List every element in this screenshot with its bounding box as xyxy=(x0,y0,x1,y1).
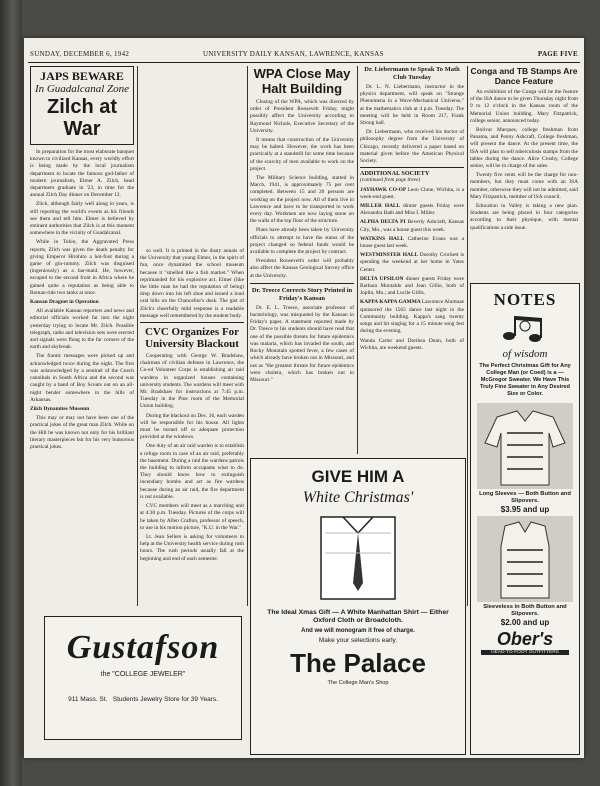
society-item xyxy=(360,252,464,274)
society-item-name: JAYHAWK CO-OP xyxy=(360,186,408,193)
cvc-headline: CVC Organizes For University Blackout xyxy=(144,326,240,351)
palace-headline: GIVE HIM A xyxy=(311,467,405,486)
column-rule xyxy=(467,66,468,606)
palace-monogram: And we will monogram it free of charge. xyxy=(301,628,415,634)
wpa-paragraph: President Roosevelt's order will probably also affect the Kansas Geological Survey office at the University. xyxy=(250,258,354,279)
notes-item2: Sleeveless in Both Button and Slipovers. xyxy=(483,604,567,617)
palace-product: The Ideal Xmas Gift — A White Manhattan Shirt — Either Oxford Cloth or Broadcloth. xyxy=(267,609,449,624)
wpa-paragraph: It means that construction of the University may be halted. However, the work has been practically at a standstill for some time because of the scarcity of men available to work on the project. xyxy=(250,137,354,172)
treece-headline: Dr. Treece Corrects Story Printed in Friday's Kansan xyxy=(251,286,353,302)
palace-ad xyxy=(250,458,466,755)
masthead xyxy=(28,50,580,63)
conga-paragraph: An exhibition of the Conga will be the feature of the ISA dance to be given Thursday night from 9 to 12 o'clock in the Kansas room of the Memorial Union building. Mary Fitzpatrick, college senior, announced today. xyxy=(470,89,578,124)
society-item xyxy=(360,299,464,335)
zilch-subhead: In Guadalcanal Zone xyxy=(34,83,130,95)
society-item-text: Beverly Ashcraft, Kansas City, Mo., was a house guest this week. xyxy=(360,219,464,233)
zilch-kicker: JAPS BEWARE xyxy=(40,69,124,83)
conga-article xyxy=(470,66,578,316)
zilch-paragraph: All available Kansan reporters and news and editorial officials worked far into the night yesterday trying to locate Mr. Zilch. Possible telegraph, radio and television sets were erected and signals were flung to the far corners of the earth and skybreak. xyxy=(30,308,134,351)
society-item-name: WATKINS HALL xyxy=(360,235,408,242)
sleeveless-sweater-image xyxy=(477,516,573,602)
palace-logo: The Palace xyxy=(290,648,426,678)
zilch-subheading: Zilch Dynamites Museum xyxy=(30,405,90,412)
conga-paragraph: Twenty five cents will be the charge for non-members, but they must come with an ISA member, otherwise they will not be admitted, said Mary Fitzpatrick, member of ISA council. xyxy=(470,172,578,200)
newspaper-page xyxy=(24,38,584,758)
society-item-name: MILLER HALL xyxy=(360,203,403,210)
zilch-paragraph: In preparation for the most elaborate banquet known to civilized Kansas, every worldly effort is being made by the local journalism department to locate the famous god-father of modern journalism, Elmer A. Zilch, head department graduate in '23, in time for the annual Zilch Day dinner on December 12. xyxy=(30,149,134,199)
cvc-paragraph: Cooperating with George W. Bradshaw, chairman of civilian defense in Lawrence, the Co-ed Volunteer Corps is establishing air raid wardens in organized houses containing university students. The wardens will meet with Mr. Bradshaw for instructions at 7:45 p.m. Tuesday in the Pine room of the Memorial Union building. xyxy=(140,353,244,410)
society-item xyxy=(360,187,464,201)
music-notes-icon xyxy=(495,312,555,346)
palace-script: White Christmas' xyxy=(302,489,414,506)
gustafson-tagline: the "COLLEGE JEWELER" xyxy=(100,671,186,678)
society-item-name: DELTA UPSILON xyxy=(360,275,406,282)
society-item xyxy=(360,236,464,250)
society-continued: (continued from page three) xyxy=(360,177,421,184)
cvc-paragraph: Lt. Jean Sellers is asking for volunteers to help at the University health service during rush hours. The rush periods usually fall at the beginning and end of each semester. xyxy=(140,533,244,562)
society-column xyxy=(360,66,464,454)
society-item xyxy=(360,276,464,298)
society-item-name: ALPHA DELTA PI xyxy=(360,219,408,226)
society-item-text: Wanda Carter and Doribea Dunn, both of Wichita, are weekend guests. xyxy=(360,337,464,351)
zilch-paragraph: The frantic messages were picked up and acknowledged twice during the night. The first was acknowledged by a sentinel of the Coech cannibals in South Africa and the second was caught by a band of Boy Scouts out on an all-night bender somewhere in the hills of Arkansas. xyxy=(30,353,134,403)
sweater-image xyxy=(477,403,573,489)
gustafson-address: 911 Mass. St. xyxy=(68,696,108,703)
obers-ad xyxy=(470,283,580,755)
gustafson-line: Students Jewelry Store for 39 Years. xyxy=(112,696,218,703)
obers-subtitle: HEAD-TO-FOOT OUTFITTERS xyxy=(481,650,569,655)
masthead-page: PAGE FIVE xyxy=(537,50,578,58)
treece-paragraph: Dr. E. L. Treece, associate professor of bacteriology, was misquoted by the Kansan in Friday's paper. A statement reported made by Dr. Treece to his students should have read that one of the possible threats for future epidemics was malaria, which has invaded the south, and Rocky Mountain spotted fever, a few cases of which already have broken out in Missouri, and not as "the greatest threats for future epidemics were cholera, which has broken out in Missouri." xyxy=(250,304,354,383)
society-item-text: dinner guests Friday were Barbara Montaldo and Jean Gillie, both of Joplin, Mo.; and Lucile Gillis. xyxy=(360,275,464,297)
wpa-paragraph: The Military Science building, started in March, 1941, is approximately 75 per cent completed. Between 15 and 20 persons are working on the project now. All of them live in Lawrence and have to be transported to work every day. Workmen are now laying stone on the walls of the top floor of the structure. xyxy=(250,175,354,225)
society-list xyxy=(360,187,464,352)
society-item-text: dinner guests Friday were Alexandra Bath and Miss I. Miller. xyxy=(360,203,464,217)
obers-logo: Ober's xyxy=(496,629,554,649)
masthead-date: SUNDAY, DECEMBER 6, 1942 xyxy=(30,50,130,58)
liebermann-headline: Dr. Liebermann to Speak To Math Club Tuesday xyxy=(364,66,460,81)
palace-cta: Make your selections early. xyxy=(318,637,398,644)
zilch-paragraph: Zilch, although fairly well along in years, is still reporting the world's events as his friends see them and tell him. Elmer is believed by eminent authorities that Zilch is at this moment somewhere in the vicinity of Guadalcanal. xyxy=(30,201,134,237)
notes-body: The Perfect Christmas Gift for Any College Man (or Coed) is a — McGregor Sweater. We Have This Truly Fine Sweater in Any Desired Size or Color. xyxy=(479,363,571,397)
notes-title: NOTES xyxy=(493,290,557,309)
cvc-paragraph: CVC members will meet as a marching unit at 4:30 p.m. Tuesday. Pictures of the corps will be taken by Allen Crafton, professor of speech, to use in his motion picture, "K.U. in the War." xyxy=(140,503,244,531)
column-rule xyxy=(247,66,248,606)
society-item-name: KAPPA KAPPA GAMMA xyxy=(360,299,422,306)
zilch-paragraph: While in Tokio, the Aggravated Press reports, Zilch was given the death penalty for giving Emperor Hirohito a hot-foot during a game of gin-rummy. Zilch was disguised (ingeniously) as a bar-maid. He, however, escaped to the second front in Africa where he gained quite a reputation as being able to Roman-ride two tanks at once. xyxy=(30,239,134,296)
binder-edge xyxy=(0,0,22,786)
palace-slogan: The College Man's Shop xyxy=(327,680,389,686)
notes-subtitle: of wisdom xyxy=(502,348,548,360)
liebermann-paragraph: Dr. L. N. Liebermann, instructor in the physics department, will speak on "Strange Phenomena in a Wave-Mechanical Universe," at the mathematics club at 4 p.m. Tuesday. The meeting will be held in Room 217, Frank Strong hall. xyxy=(360,84,464,127)
gustafson-ad xyxy=(44,616,242,740)
zilch-article xyxy=(30,66,134,606)
notes-price2: $2.00 and up xyxy=(500,618,550,627)
cvc-paragraph: During the blackout on Dec. 16, each warden will be responsible for his house. All lights must be turned off or adequate protection provided at the windows. xyxy=(140,412,244,441)
wpa-paragraph: Closing of the WPA, which was directed by order of President Roosevelt Friday, might possibly affect the University according to Raymond Nichols, Executive Secretary of the University. xyxy=(250,99,354,134)
society-item-name: WESTMINSTER HALL xyxy=(360,252,420,259)
conga-headline: Conga and TB Stamps Are Dance Feature xyxy=(470,66,578,86)
conga-paragraph: Education in Valley is taking a new plan. Students are being placed in four categories according to their physique, with mental qualifications a side issue. xyxy=(470,203,578,231)
society-item xyxy=(360,203,464,217)
society-item xyxy=(360,219,464,233)
wpa-article xyxy=(250,66,354,454)
conga-paragraph: Bolivar Marques, college freshman from Panama, and Penny Ashcraft, College freshman, will present the dance. At the present time, the ISA will plan to sell tuberculosis stamps from the tables during the dance. Alice Crosby, College senior, will be in charge of the sales. xyxy=(470,127,578,170)
shirt-image xyxy=(313,513,403,603)
notes-price1: $3.95 and up xyxy=(500,505,550,514)
society-item-text: Leon Clune, Wichita, is a week-end guest. xyxy=(360,186,464,200)
cvc-paragraph: One duty of an air raid warden is to establish a refuge room in case of an air raid, preferably the basement. During a raid the wardens patrols the building to inform occupants what to do. They should know how to extinguish incendiary bombs and act as fire wardens because during an air raid, the fire department is not available. xyxy=(140,443,244,500)
zilch-continued: so well. It is printed in the dusty annals of the University that young Elmer, in the spirit of fun, once dynamited the school museum because it "smelled like a fish market." When reprimanded for his explosive act, Elmer (like the little man he had the reputation of being) drop down into his left shoe and issued a loud oral bills on the Chancellor's desk. The gist of Zilch's cheerfully mild response is a readable message well remembered by the student body. xyxy=(140,248,244,319)
column-rule xyxy=(357,66,358,454)
society-item xyxy=(360,338,464,352)
society-item-text: Catherine Evans was a house guest last week. xyxy=(360,235,464,250)
liebermann-paragraph: Dr. Liebermann, who received his doctor of philosophy degree from the University of Chicago, recently delivered a paper based on material given before the American Physical Society. xyxy=(360,129,464,165)
zilch-paragraph: This may or may not have been one of the practical jokes of the great man Zilch. While on the Hill he was known not only for his brilliant literary masterpieces but for his very humorous practical jokes. xyxy=(30,415,134,450)
cvc-article xyxy=(140,248,244,606)
masthead-title: UNIVERSITY DAILY KANSAN, LAWRENCE, KANSAS xyxy=(203,50,384,58)
column-rule xyxy=(137,66,138,606)
gustafson-logo: Gustafson xyxy=(66,629,220,666)
society-item-text: Dorothy Crockett is spending the weekend at her home in Yates Center. xyxy=(360,252,464,273)
zilch-subheading: Kansan Dragnet in Operation xyxy=(30,299,99,306)
notes-item1: Long Sleeves — Both Button and Slipovers. xyxy=(479,491,571,504)
society-heading: ADDITIONAL SOCIETY xyxy=(360,170,430,178)
society-item-text: Lawrence Alumnae sponsored the 1563 dance last night in the Community building. Kappa's sang twenty songs and hit singing for a 15 minute song fest during the evening. xyxy=(360,299,464,335)
zilch-headline: Zilch at War xyxy=(46,96,117,140)
wpa-paragraph: Plans have already been taken by University officials to attempt to have the status of the project changed so federal funds would be available to complete the project by contract. xyxy=(250,227,354,256)
wpa-headline: WPA Close May Halt Building xyxy=(253,66,351,96)
zilch-headline-box xyxy=(30,66,134,145)
